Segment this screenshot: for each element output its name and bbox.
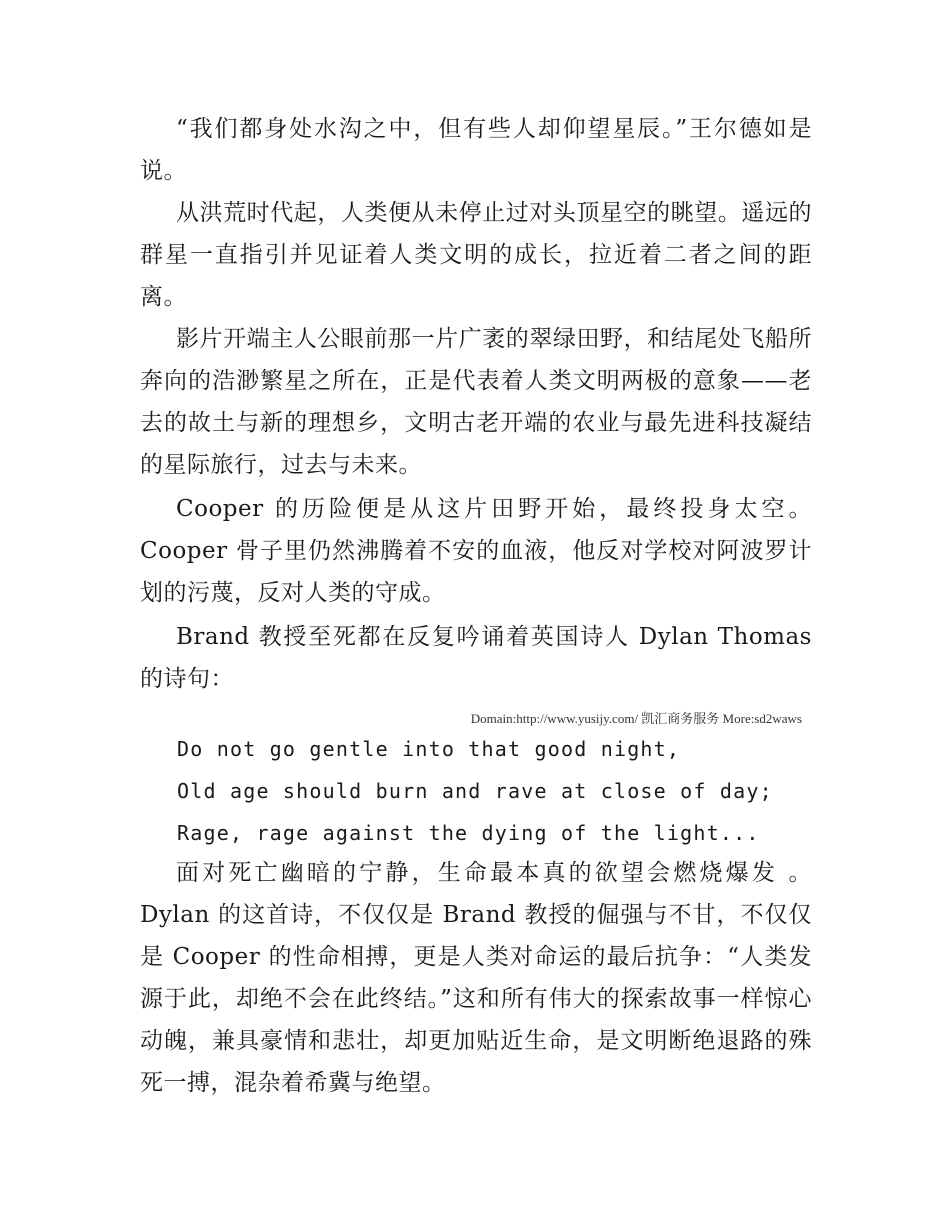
paragraph-cooper: Cooper 的历险便是从这片田野开始，最终投身太空。Cooper 骨子里仍然沸腾着不安的血液，他反对学校对阿波罗计划的污蔑，反对人类的守成。 [140,496,812,606]
watermark-domain: Domain:http://www.yusijy.com/ 凯汇商务服务 More:sd2waws [470,711,802,726]
poem-line-2: Old age should burn and rave at close of day; [177,779,773,803]
paragraph-film-imagery: 影片开端主人公眼前那一片广袤的翠绿田野，和结尾处飞船所奔向的浩渺繁星之所在，正是代表着人类文明两极的意象——老去的故土与新的理想乡，文明古老开端的农业与最先进科技凝结的星际旅行，过去与未来。 [140,326,812,478]
poem-line-1: Do not go gentle into that good night, [177,737,681,761]
paragraph-wilde-quote: “我们都身处水沟之中，但有些人却仰望星辰。”王尔德如是说。 [140,116,812,184]
paragraph-stargazing: 从洪荒时代起，人类便从未停止过对头顶星空的眺望。遥远的群星一直指引并见证着人类文明的成长，拉近着二者之间的距离。 [140,200,812,310]
paragraph-closing: 面对死亡幽暗的宁静，生命最本真的欲望会燃烧爆发 。Dylan 的这首诗，不仅仅是 Brand 教授的倔强与不甘，不仅仅是 Cooper 的性命相搏，更是人类对命运的最后抗争：“人类发源于此，却绝不会在此终结。”这和所有伟大的探索故事一样惊心动魄，兼具豪情和悲壮，却更加贴近生命，是文明断绝退路的殊死一搏，混杂着希冀与绝望。 [140,860,812,1096]
paragraph-brand-poem-intro: Brand 教授至死都在反复吟诵着英国诗人 Dylan Thomas 的诗句： [140,624,812,692]
poem-line-3: Rage, rage against the dying of the light... [177,821,760,845]
